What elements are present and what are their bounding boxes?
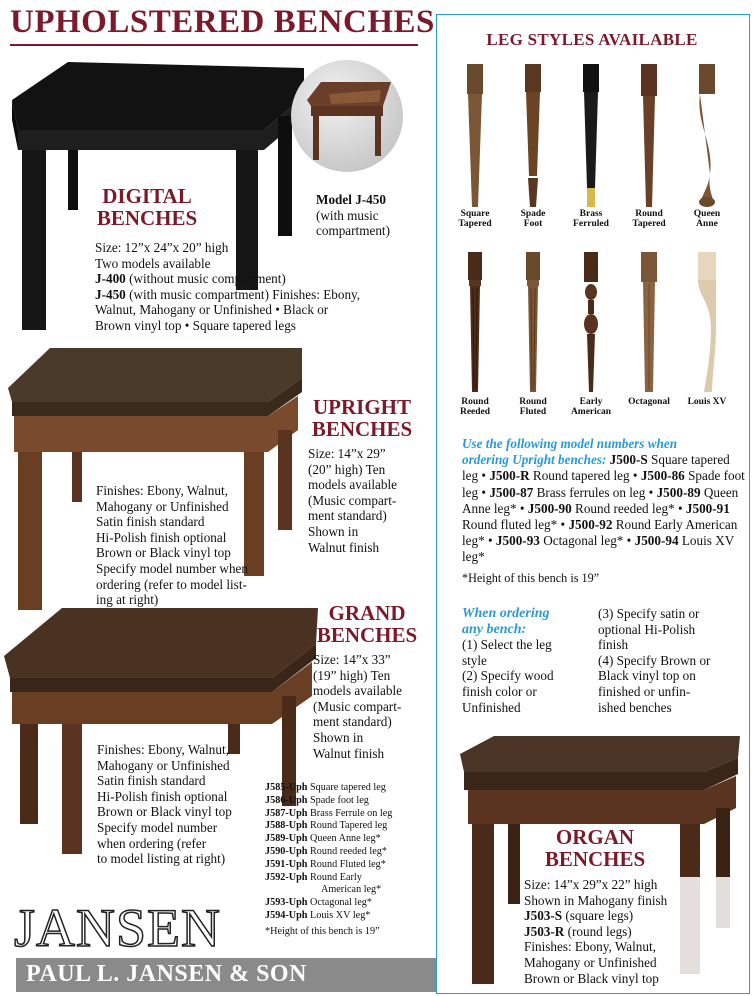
grand-model-list [265,782,435,939]
model-desc: Round Tapered leg [310,820,388,832]
upright-spec-line: (Music compart- [308,492,397,508]
model-desc: Octagonal leg* [310,897,372,909]
upright-finish-line: Brown or Black vinyl top [96,545,231,561]
model-caption: compartment) [316,223,390,239]
model-desc: Round fluted leg* • [462,517,566,533]
grand-spec-line: (19” high) Ten [313,667,391,683]
title-rule [10,44,418,46]
grand-finish-line: Brown or Black vinyl top [97,804,232,820]
upright-finish-line: Satin finish standard [96,514,205,530]
leg-caption: Tapered [458,219,492,229]
model-desc: Louis XV leg* [462,533,735,565]
digital-line: Walnut, Mahogany or Unfinished • Black or [95,302,329,318]
leg-caption: Round [461,397,489,407]
ordering-line: (4) Specify Brown or [598,652,711,668]
early-american-leg-icon [576,252,606,397]
upright-spec-line: Size: 14”x 29” [308,446,386,461]
leg-octagonal [620,252,678,407]
model-desc: (without music compartment) [129,271,286,287]
upright-specs [308,446,434,555]
model-code: J503-S [524,908,563,924]
model-desc: Spade foot leg • [462,468,745,500]
model-code: J593-Uph [265,897,308,909]
leg-early-american [562,252,620,417]
leg-caption: Louis XV [687,397,727,407]
leg-caption: Round [519,397,547,407]
model-code: J590-Uph [265,845,308,857]
grand-finish-line: Satin finish standard [97,773,206,789]
brand-name: PAUL L. JANSEN & SON [26,961,307,987]
leg-caption: Fluted [519,407,547,417]
leg-caption: Anne [696,219,718,229]
leg-caption: Brass [579,209,603,219]
model-desc: Brass ferrules on leg • [536,484,654,500]
upright-model-intro: ordering Upright benches: [462,452,607,468]
leg-caption: Early [579,397,603,407]
leg-styles-title: LEG STYLES AVAILABLE [486,30,698,49]
model-code: J588-Uph [265,820,308,832]
model-desc: Round Fluted leg* [310,858,386,870]
model-code: J500-S [609,452,648,468]
digital-size: Size: 12”x 24”x 20” high [95,240,229,255]
model-code: J592-Uph [265,871,308,883]
ordering-line: finish color or [462,683,537,699]
grand-footnote: *Height of this bench is 19” [265,925,380,937]
model-code: J500-87 [489,484,534,500]
model-desc: Brass Ferrule on leg [310,807,393,819]
organ-heading [520,826,670,870]
ordering-line: finished or unfin- [598,683,691,699]
grand-finish-line: Specify model number [97,819,218,835]
model-desc: (with music compartment) Finishes: Ebony, [129,286,361,302]
leg-caption: American [570,407,612,417]
grand-heading-line: BENCHES [316,623,418,647]
digital-line: Brown vinyl top • Square tapered legs [95,317,296,333]
model-desc: Round Early American leg* • [462,517,738,549]
upright-finish-line: ordering (refer to model list- [96,576,247,592]
model-desc: (square legs) [565,908,634,924]
digital-heading-line: DIGITAL [102,184,192,208]
upright-spec-line: Walnut finish [308,539,380,555]
leg-queen-anne [678,64,736,229]
brand-logo: JANSEN [14,898,222,958]
ordering-left [462,606,594,715]
leg-caption: Ferruled [573,219,609,229]
leg-caption: Square [460,209,490,219]
model-desc: Queen Anne leg* • [462,484,739,516]
leg-round-reeded [446,252,504,417]
model-code: J594-Uph [265,909,308,921]
model-code: J500-93 [495,533,540,549]
grand-finish-line: Mahogany or Unfinished [97,757,230,773]
organ-finish: Finishes: Ebony, Walnut, [524,939,656,955]
organ-heading-line: BENCHES [544,847,646,871]
ordering-line: (1) Select the leg [462,637,552,653]
upright-finishes [96,483,296,608]
upright-heading-line: BENCHES [311,417,413,441]
leg-caption: Round [635,209,663,219]
page-title: UPHOLSTERED BENCHES [10,4,435,40]
model-j450-caption [316,192,426,239]
square-tapered-leg-icon [460,64,490,209]
leg-caption: Reeded [459,407,491,417]
model-caption: Model J-450 [316,192,386,207]
organ-finish: Brown or Black vinyl top [524,970,659,986]
round-fluted-leg-icon [518,252,548,397]
model-desc: Square tapered leg [310,782,386,793]
digital-models: Two models available [95,255,211,271]
model-j450-photo [291,60,403,172]
organ-size: Size: 14”x 29”x 22” high [524,877,658,892]
grand-specs [313,652,435,761]
ordering-right [598,606,746,715]
leg-caption: Queen [693,209,721,219]
grand-spec-line: Walnut finish [313,745,385,761]
model-code: J-400 [95,271,126,287]
upright-spec-line: models available [308,477,397,493]
ordering-heading: any bench: [462,621,527,637]
model-code: J585-Uph [265,782,308,793]
model-desc: Louis XV leg* [310,909,371,921]
ordering-line: (2) Specify wood [462,668,554,684]
organ-shown: Shown in Mahogany finish [524,892,668,908]
leg-row-2 [446,252,742,432]
upright-model-intro: Use the following model numbers when [462,436,678,451]
grand-spec-line: models available [313,683,402,699]
queen-anne-leg-icon [692,64,722,209]
model-desc: Round reeded leg* • [575,500,683,516]
upright-finish-line: Hi-Polish finish optional [96,529,227,545]
upright-footnote: *Height of this bench is 19” [462,570,600,585]
model-code: J503-R [524,923,565,939]
organ-finish: Mahogany or Unfinished [524,954,657,970]
leg-caption: Spade [520,209,546,219]
model-caption: (with music [316,207,379,223]
upright-spec-line: (20” high) Ten [308,461,386,477]
model-code: J586-Uph [265,794,308,806]
model-code: J500-90 [527,500,572,516]
ordering-line: finish [598,637,629,653]
model-code: J500-92 [568,517,613,533]
model-code: J500-94 [634,533,679,549]
leg-round-fluted [504,252,562,417]
model-desc: Queen Anne leg* [310,833,381,845]
digital-details [95,240,415,334]
ordering-line: style [462,652,487,668]
ordering-line: Black vinyl top on [598,668,696,684]
organ-heading-line: ORGAN [555,825,635,849]
upright-finish-line: Mahogany or Unfinished [96,498,229,514]
model-code: J500-89 [656,484,701,500]
round-tapered-leg-icon [634,64,664,209]
open-compartment-bench-icon [291,60,403,172]
model-code: J500-91 [685,500,730,516]
model-code: J587-Uph [265,807,308,819]
upright-model-list [462,436,746,586]
round-reeded-leg-icon [460,252,490,397]
grand-spec-line: Size: 14”x 33” [313,652,391,667]
leg-caption: Octagonal [628,397,670,407]
model-desc: Round tapered leg • [532,468,638,484]
upright-spec-line: Shown in [308,523,359,539]
louis-xv-leg-icon [692,252,722,397]
ordering-line: Unfinished [462,699,521,715]
leg-caption: Tapered [632,219,666,229]
spade-foot-leg-icon [518,64,548,209]
grand-finish-line: when ordering (refer [97,835,207,851]
upright-heading-line: UPRIGHT [312,395,411,419]
digital-heading [82,185,212,229]
grand-finishes [97,742,267,867]
model-desc: Octagonal leg* • [543,533,632,549]
grand-finish-line: to model listing at right) [97,851,226,867]
grand-heading [302,602,432,646]
ordering-line: optional Hi-Polish [598,621,696,637]
model-code: J589-Uph [265,833,308,845]
model-desc: (round legs) [567,923,632,939]
ordering-heading: When ordering [462,606,550,621]
model-desc: Round reeded leg* [310,845,387,857]
model-desc: Square tapered leg • [462,452,730,484]
grand-spec-line: ment standard) [313,714,392,730]
model-code: J500-86 [640,468,685,484]
model-code: J-450 [95,286,126,302]
upright-finish-line: ing at right) [96,592,159,608]
upright-spec-line: ment standard) [308,508,387,524]
organ-details [524,877,742,986]
leg-round-tapered [620,64,678,229]
model-desc: American leg* [321,884,382,896]
leg-spade-foot [504,64,562,229]
leg-row-1 [446,64,742,244]
ordering-line: ished benches [598,699,672,715]
brass-ferruled-leg-icon [576,64,606,209]
upright-finish-line: Specify model number when [96,560,248,576]
grand-spec-line: (Music compart- [313,698,402,714]
upright-finish-line: Finishes: Ebony, Walnut, [96,483,228,498]
digital-heading-line: BENCHES [96,206,198,230]
upright-heading [300,396,424,440]
grand-finish-line: Hi-Polish finish optional [97,788,228,804]
model-code: J500-R [489,468,530,484]
ordering-line: (3) Specify satin or [598,606,700,621]
grand-heading-line: GRAND [328,601,406,625]
grand-spec-line: Shown in [313,729,364,745]
leg-louis-xv [678,252,736,407]
model-desc: Spade foot leg [310,794,369,806]
model-code: J591-Uph [265,858,308,870]
grand-finish-line: Finishes: Ebony, Walnut, [97,742,229,757]
leg-square-tapered [446,64,504,229]
leg-caption: Foot [523,219,543,229]
octagonal-leg-icon [634,252,664,397]
model-desc: Round Early [310,871,362,883]
leg-brass-ferruled [562,64,620,229]
